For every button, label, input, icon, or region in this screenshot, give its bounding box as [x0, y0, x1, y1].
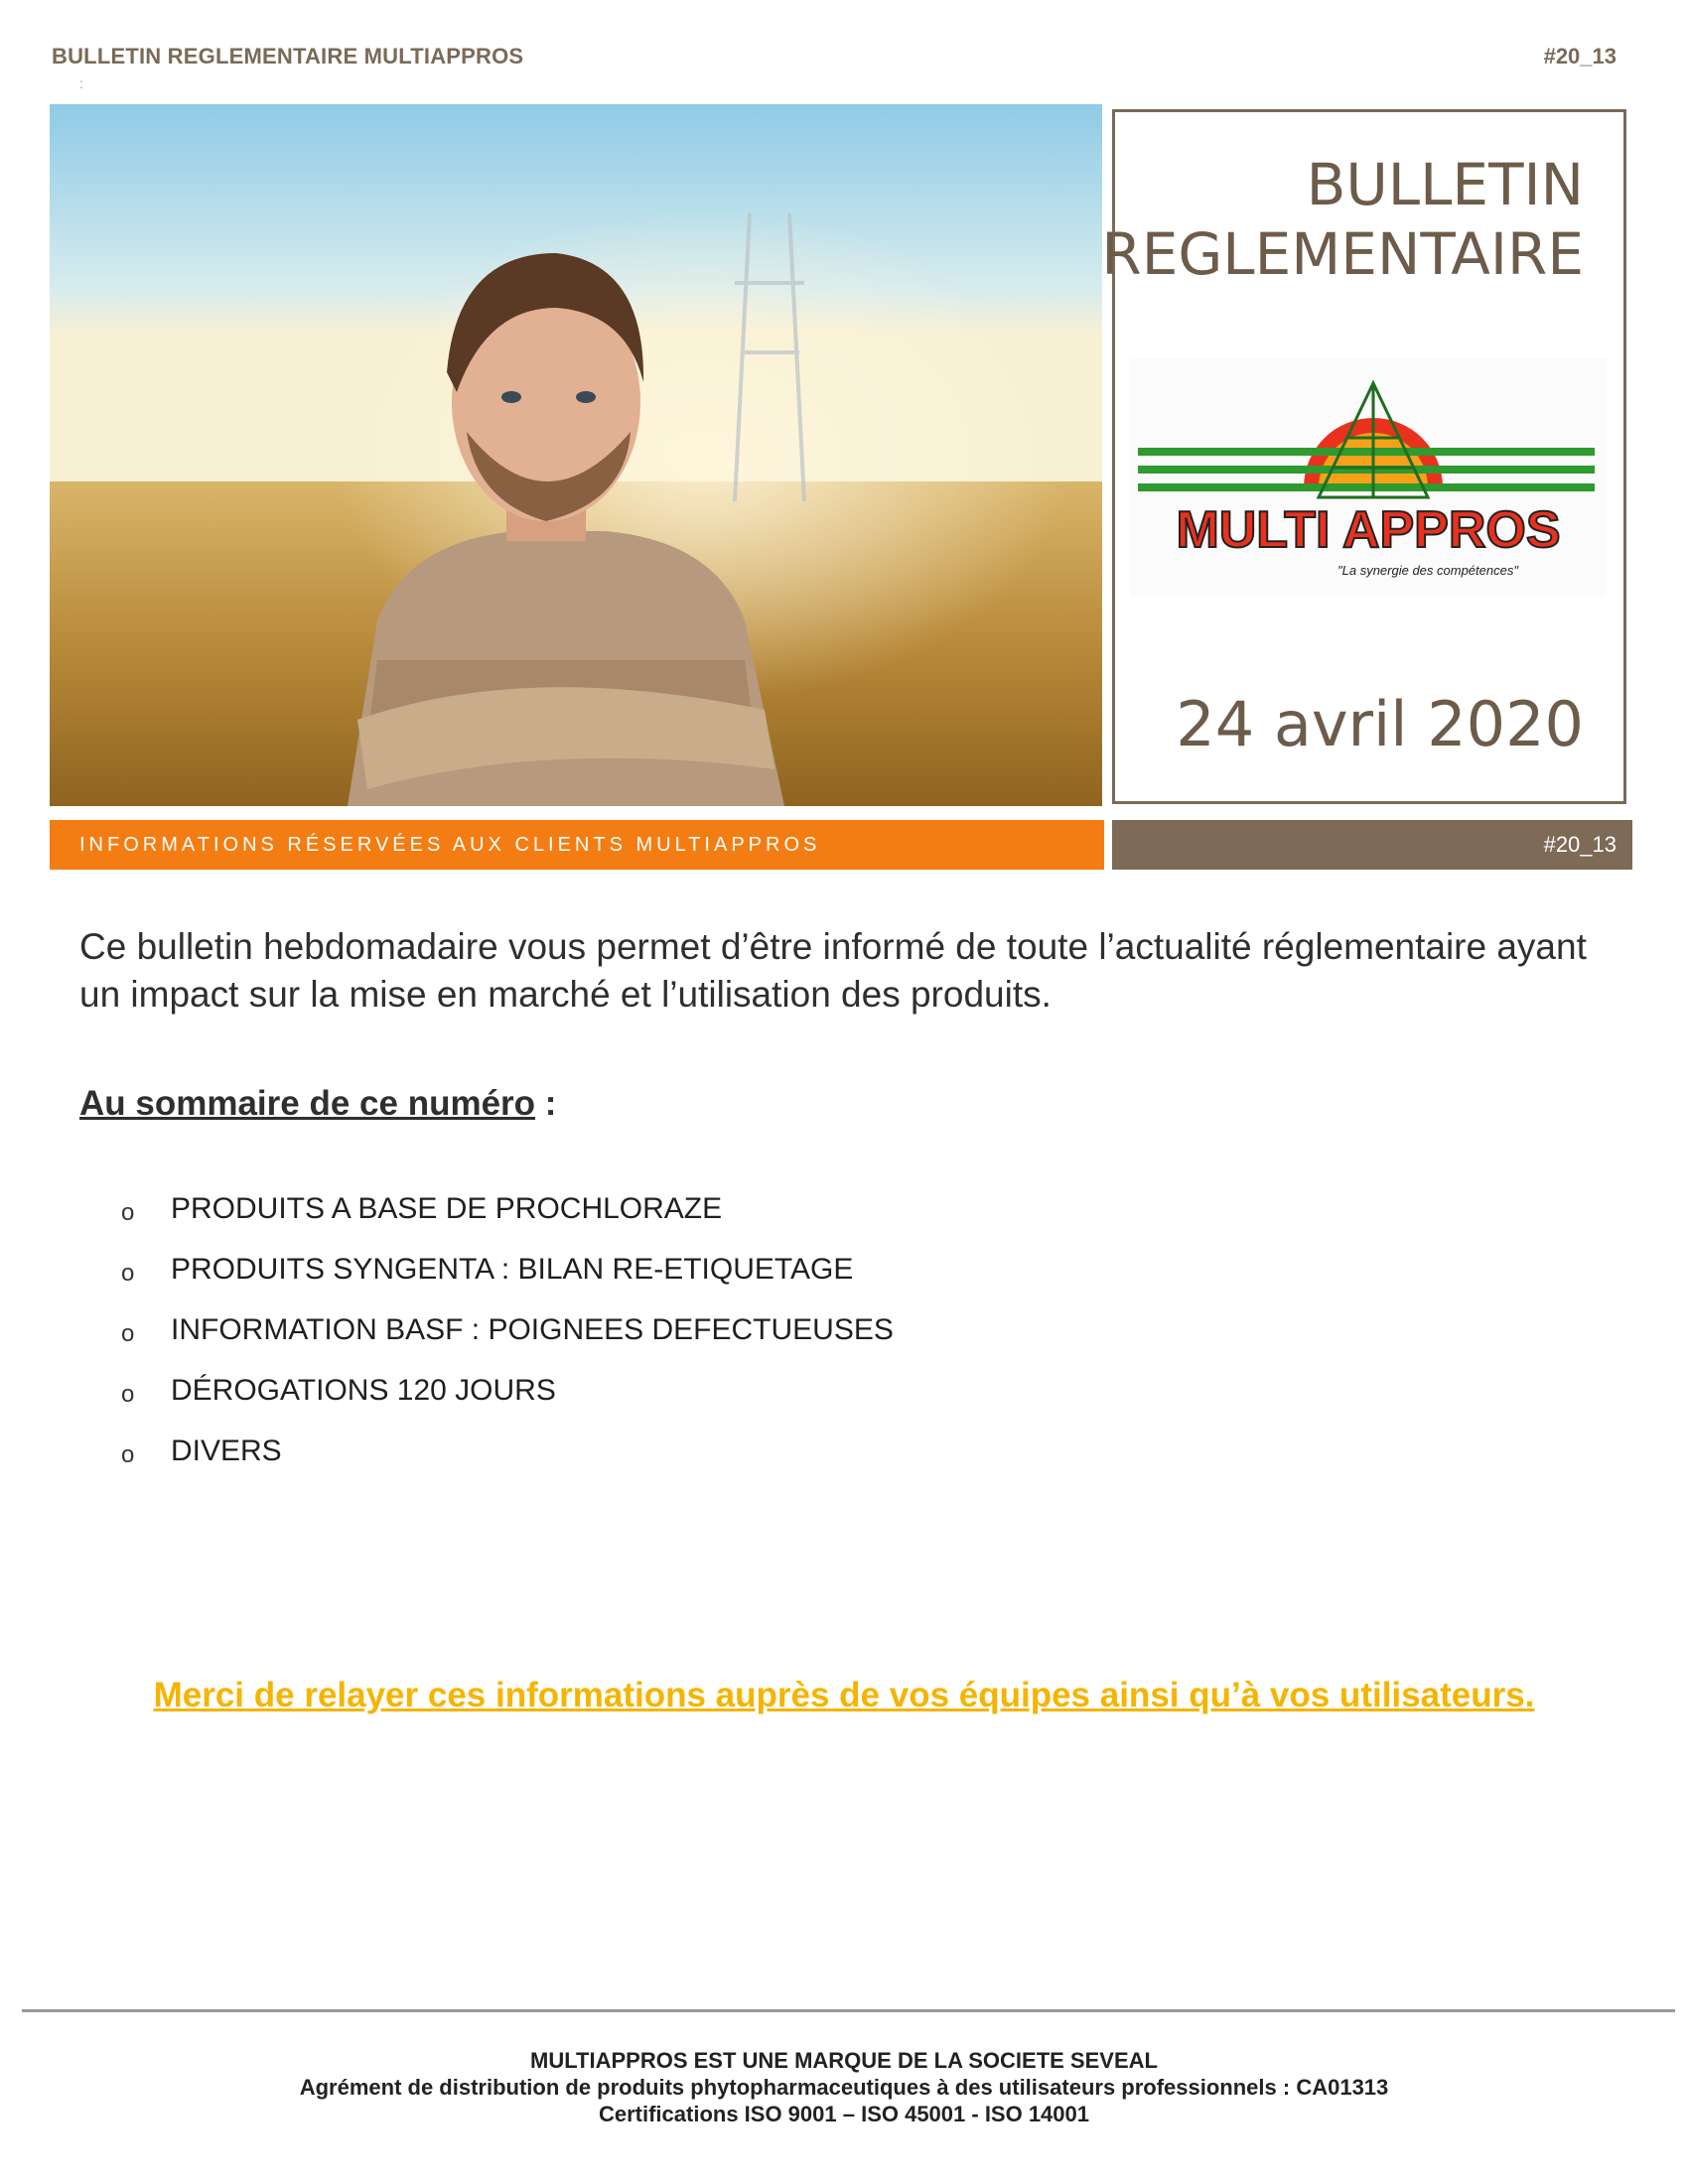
intro-paragraph: Ce bulletin hebdomadaire vous permet d’être informé de toute l’actualité réglementaire ayant un impact sur la mise en marché et l’utilisation des produits. — [79, 926, 1587, 1015]
logo-wordmark: MULTI APPROS — [1176, 501, 1561, 559]
summary-heading — [79, 1084, 556, 1124]
farmer-field-illustration — [50, 104, 1102, 806]
summary-item-label: DÉROGATIONS 120 JOURS — [171, 1374, 556, 1407]
summary-item — [121, 1371, 894, 1432]
relay-notice-link[interactable]: Merci de relayer ces informations auprès de vos équipes ainsi qu’à vos utilisateurs. — [153, 1676, 1535, 1714]
footer-line-agrement: Agrément de distribution de produits phytopharmaceutiques à des utilisateurs professionnels : CA01313 — [299, 2075, 1389, 2100]
summary-heading-suffix: : — [535, 1084, 557, 1123]
cover-photo-farmer — [50, 104, 1102, 806]
summary-heading-label: Au sommaire de ce numéro — [79, 1084, 536, 1123]
logo-tagline: "La synergie des compétences" — [1337, 563, 1518, 578]
footer-line-certifications: Certifications ISO 9001 – ISO 45001 - ISO 14001 — [598, 2102, 1090, 2126]
summary-item — [121, 1310, 894, 1371]
footer-divider — [22, 2009, 1675, 2012]
bullet-icon: o — [121, 1199, 135, 1226]
header-title: BULLETIN REGLEMENTAIRE MULTIAPPROS — [52, 44, 524, 68]
bullet-icon: o — [121, 1260, 135, 1287]
banner-reserved-notice: INFORMATIONS RÉSERVÉES AUX CLIENTS MULTIAPPROS — [50, 820, 1104, 870]
summary-item-label: DIVERS — [171, 1434, 282, 1467]
summary-item-label: INFORMATION BASF : POIGNEES DEFECTUEUSES — [171, 1313, 894, 1346]
summary-item — [121, 1250, 894, 1310]
bulletin-title — [1101, 150, 1584, 289]
bullet-icon: o — [121, 1381, 135, 1408]
summary-item — [121, 1432, 894, 1492]
multiappros-logo — [1130, 358, 1607, 597]
summary-item-label: PRODUITS SYNGENTA : BILAN RE-ETIQUETAGE — [171, 1253, 854, 1286]
cover-title-box — [1101, 109, 1626, 804]
bulletin-date: 24 avril 2020 — [1176, 688, 1584, 760]
bulletin-title-line2: REGLEMENTAIRE — [1101, 220, 1584, 288]
multiappros-logo-graphic — [1130, 358, 1607, 597]
footer-line-brand: MULTIAPPROS EST UNE MARQUE DE LA SOCIETE SEVEAL — [530, 2048, 1158, 2073]
banner-issue-number: #20_13 — [1112, 820, 1632, 870]
bulletin-title-line1: BULLETIN — [1306, 151, 1584, 218]
summary-item — [121, 1189, 894, 1250]
bullet-icon: o — [121, 1320, 135, 1347]
summary-item-label: PRODUITS A BASE DE PROCHLORAZE — [171, 1192, 723, 1225]
header-issue-number: #20_13 — [1543, 44, 1617, 68]
header-colon-mark: : — [79, 75, 83, 91]
bullet-icon: o — [121, 1441, 135, 1468]
footer — [0, 2047, 1688, 2127]
summary-list — [121, 1189, 894, 1492]
